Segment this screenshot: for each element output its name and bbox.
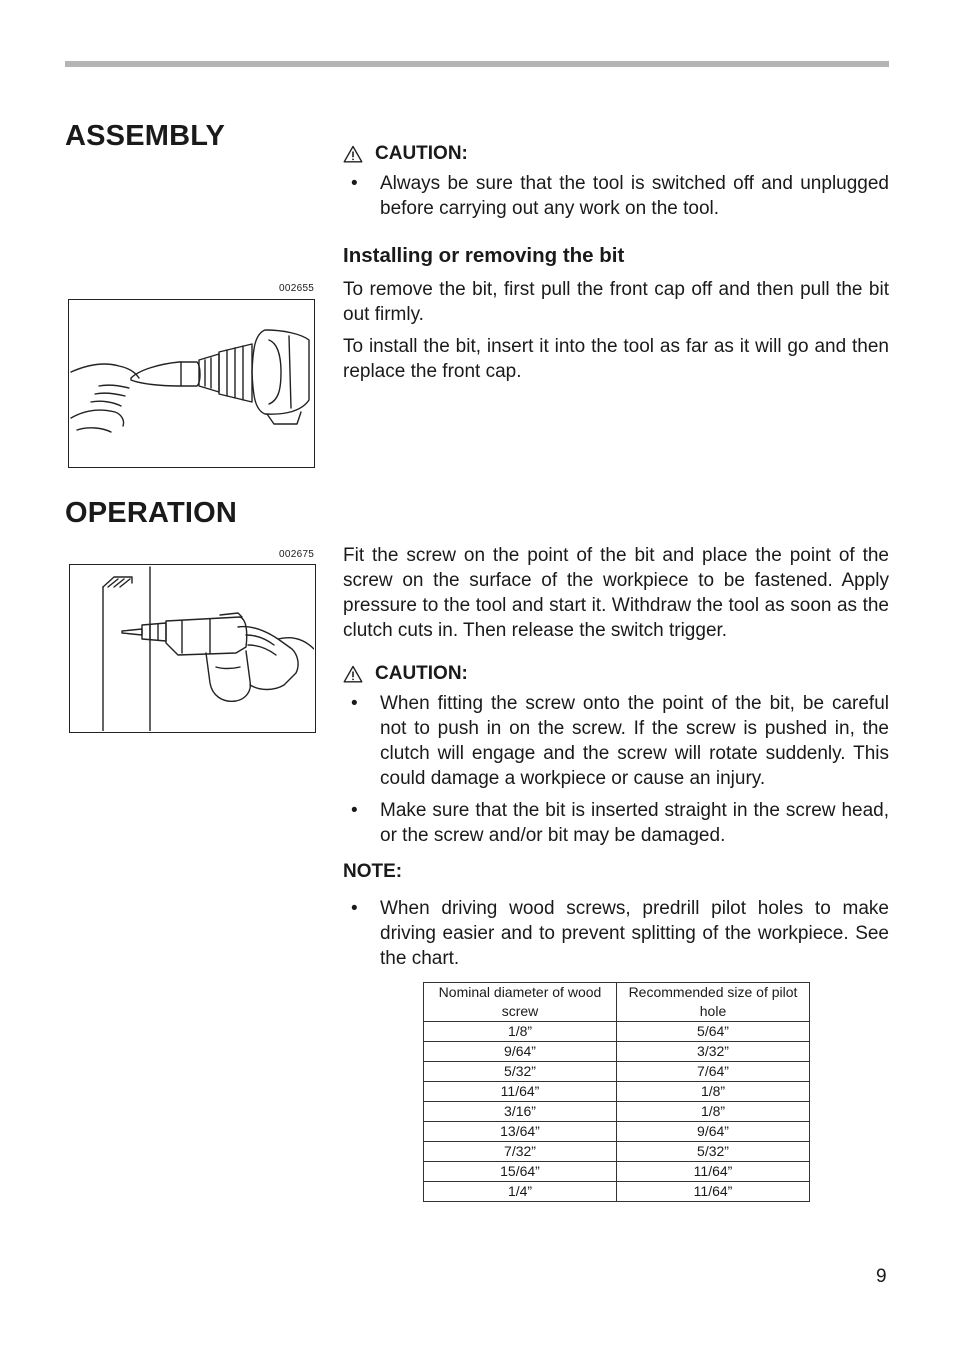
list-item: • Always be sure that the tool is switched off and unplugged before carrying out any work on the tool.: [351, 173, 889, 219]
assembly-caution-list: [343, 171, 889, 228]
table-row: 9/64” 3/32”: [424, 1042, 810, 1062]
bullet: •: [351, 173, 358, 194]
figure-code: 002655: [279, 283, 315, 294]
pilot-hole-chart: [423, 982, 810, 1202]
bit-removal-illustration: [68, 299, 315, 468]
screwdriver-in-use-illustration: [70, 565, 314, 731]
page-number: 9: [876, 1266, 887, 1287]
note-list: [343, 896, 889, 978]
assembly-heading: ASSEMBLY: [65, 120, 226, 152]
table-row: 1/8” 5/64”: [424, 1022, 810, 1042]
operation-heading: OPERATION: [65, 497, 238, 529]
bullet: •: [351, 898, 358, 919]
installing-subheading: Installing or removing the bit: [343, 244, 625, 267]
caution-text: CAUTION:: [375, 663, 468, 684]
warning-triangle-icon: [343, 665, 363, 683]
column-header-pilot-hole: Recommended size of pilot hole: [617, 983, 810, 1022]
top-rule: [65, 61, 889, 67]
install-bit-paragraph: To install the bit, insert it into the tool as far as it will go and then replace the front cap.: [343, 336, 889, 382]
figure-code: 002675: [279, 549, 315, 560]
table-row: 7/32” 5/32”: [424, 1142, 810, 1162]
column-header-screw-diameter: Nominal diameter of wood screw: [424, 983, 617, 1022]
screwdriving-illustration: [69, 564, 316, 733]
table-row: 1/4” 11/64”: [424, 1182, 810, 1202]
list-item: • Make sure that the bit is inserted straight in the screw head, or the screw and/or bit may be damaged.: [351, 800, 889, 846]
operation-caution-list: [343, 691, 889, 855]
assembly-caution-label: [343, 143, 468, 165]
caution-text: CAUTION:: [375, 143, 468, 164]
bullet: •: [351, 800, 358, 821]
table-row: 5/32” 7/64”: [424, 1062, 810, 1082]
table-row: 15/64” 11/64”: [424, 1162, 810, 1182]
operation-paragraph: Fit the screw on the point of the bit and place the point of the screw on the surface of the workpiece to be fastened. Apply pressure to the tool and start it. Withdraw the tool as soon as the clutch cuts in. Then release the switch trigger.: [343, 545, 889, 641]
list-item: • When driving wood screws, predrill pilot holes to make driving easier and to prevent splitting of the workpiece. See the chart.: [351, 898, 889, 969]
table-row: 11/64” 1/8”: [424, 1082, 810, 1102]
list-item: • When fitting the screw onto the point of the bit, be careful not to push in on the screw. If the screw is pushed in, the clutch will engage and the screw will rotate suddenly. This could damage a workpiece or cause an injury.: [351, 693, 889, 789]
operation-caution-label: [343, 663, 468, 685]
table-row: 13/64” 9/64”: [424, 1122, 810, 1142]
warning-triangle-icon: [343, 145, 363, 163]
drill-chuck-illustration: [69, 300, 313, 466]
bullet: •: [351, 693, 358, 714]
note-label: NOTE:: [343, 861, 403, 882]
remove-bit-paragraph: To remove the bit, first pull the front cap off and then pull the bit out firmly.: [343, 279, 889, 325]
table-row: 3/16” 1/8”: [424, 1102, 810, 1122]
